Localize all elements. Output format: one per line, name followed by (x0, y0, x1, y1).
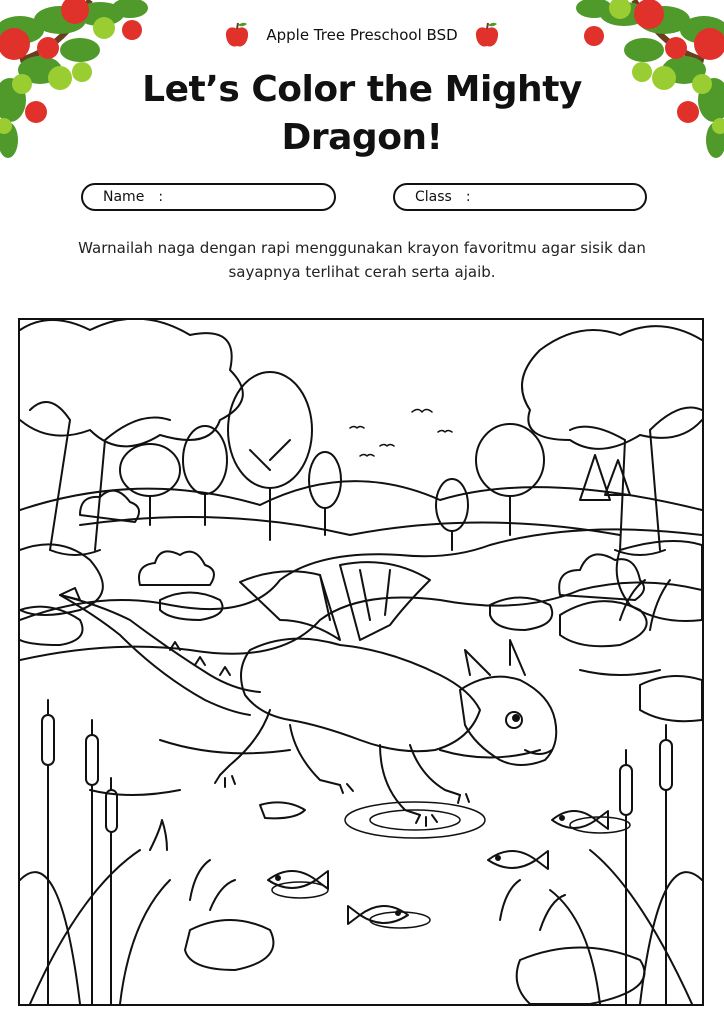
birds (350, 410, 452, 457)
dragon (60, 562, 556, 826)
class-separator: : (465, 189, 471, 205)
tree-right (522, 326, 702, 555)
name-label: Name (103, 189, 145, 205)
school-name: Apple Tree Preschool BSD (266, 26, 458, 44)
rocks (20, 541, 702, 1004)
class-field[interactable] (393, 183, 647, 211)
page-title (0, 66, 724, 162)
apple-icon (222, 20, 252, 50)
distant-trees (120, 372, 630, 550)
name-field[interactable] (81, 183, 336, 211)
school-header (0, 20, 724, 50)
instructions-text: Warnailah naga dengan rapi menggunakan krayon favoritmu agar sisik dan sayapnya terlihat cerah serta ajaib. (78, 239, 646, 281)
river (20, 529, 702, 795)
name-separator: : (158, 189, 164, 205)
apple-icon (472, 20, 502, 50)
title-line-2: Dragon! (281, 117, 443, 158)
water-ripples (272, 802, 630, 928)
hills (20, 481, 702, 535)
title-line-1: Let’s Color the Mighty (142, 69, 582, 110)
cattails (20, 580, 702, 1004)
coloring-illustration (18, 318, 704, 1006)
class-label: Class (415, 189, 452, 205)
